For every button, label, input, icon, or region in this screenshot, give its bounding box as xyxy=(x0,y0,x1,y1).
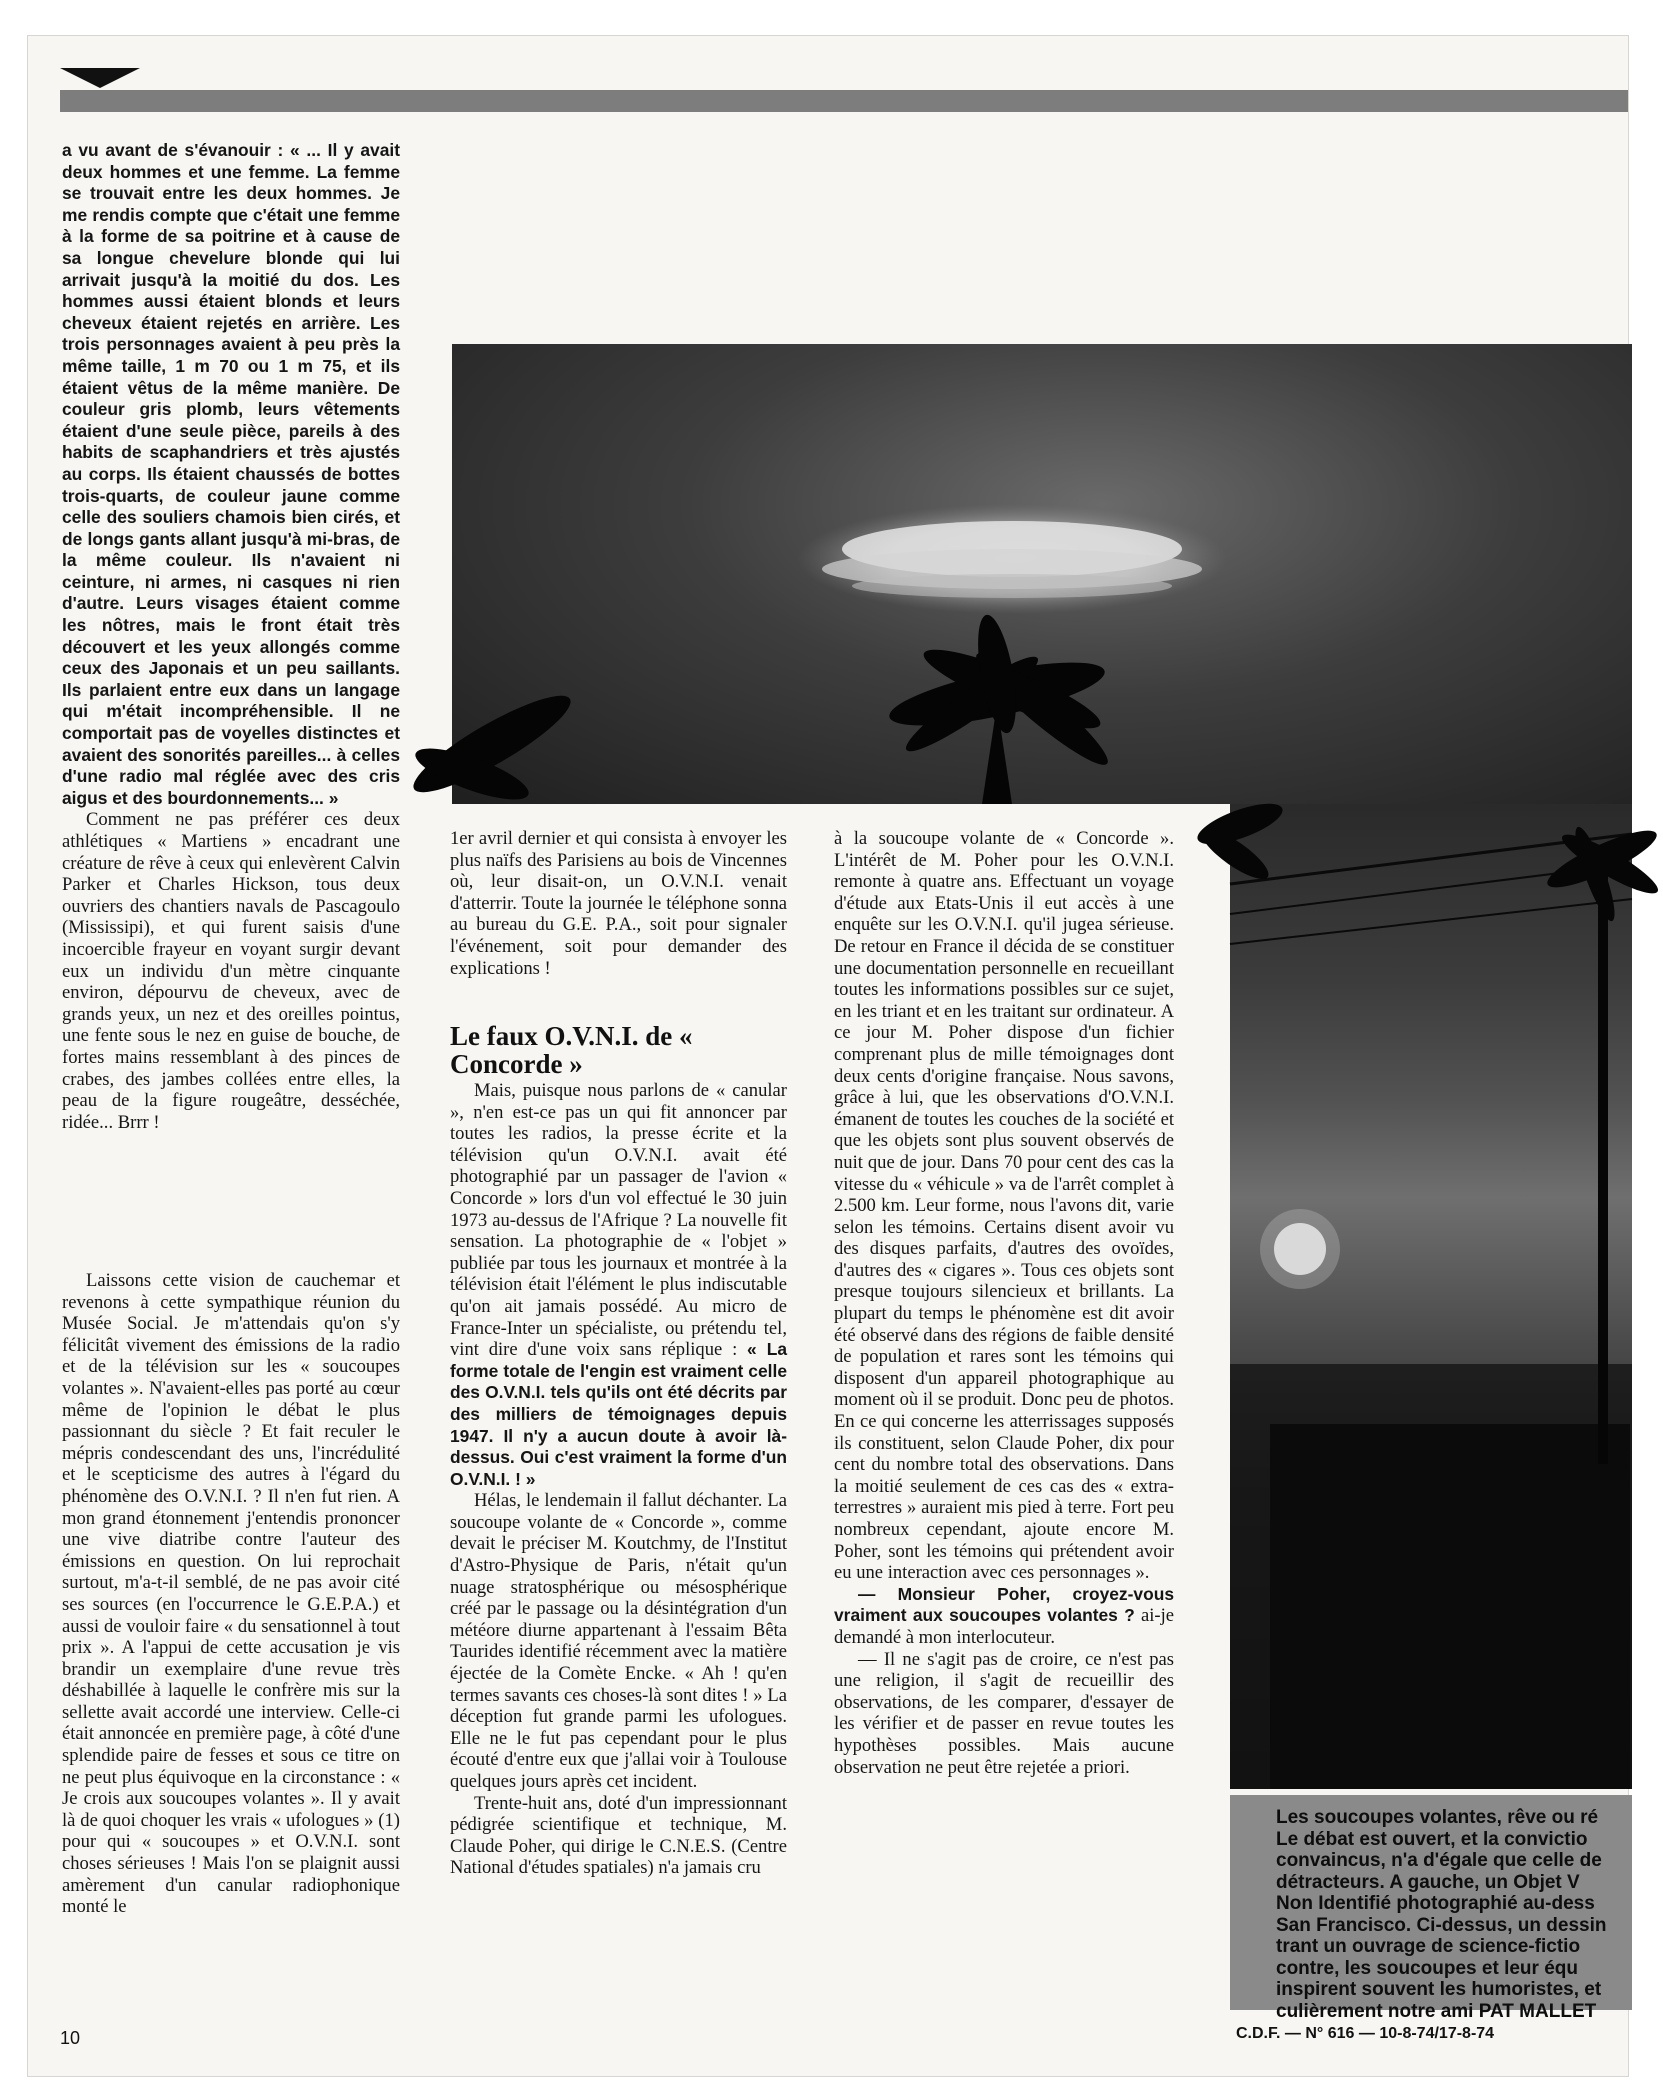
paragraph-musee-social: Laissons cette vision de cauchemar et revenons à cette sympathique réunion du Musée Social. Je m'attendais qu'on s'y félicitât vivement des émissions de la radio et de la télévision sur les « soucoupes volantes ». N'avaient-elles pas porté au cœur même de l'opinion le débat le plus passionnant du siècle ? Et fait reculer le mépris condescendant des uns, l'incrédulité et le scepticisme des autres à l'égard du phénomène des O.V.N.I. ? Il n'en fut rien. A mon grand étonnement j'entendis prononcer une vive diatribe contre l'auteur des émissions en question. On lui reprochait surtout, m'a-t-il semblé, de ne pas avoir cité ses sources (en l'occurrence le G.E.P.A.) et aussi de vouloir faire « du sensationnel à tout prix ». A l'appui de cette accusation je vis brandir un exemplaire d'une revue très déshabillée à laquelle le confrère mis sur la sellette avait accordé une interview. Celle-ci était annoncée en première page, à côté d'une splendide paire de fesses et sous ce titre on ne peut plus équivoque en la circonstance : « Je crois aux soucoupes volantes ». Il y avait là de quoi choquer les vrais « ufologues » (1) pour qui « soucoupes » et O.V.N.I. sont choses sérieuses ! Mais l'on se plaignit aussi amèrement d'un canular radiophonique monté le xyxy=(62,1270,400,1918)
arrow-down-icon xyxy=(60,68,140,88)
paragraph-premier-avril: 1er avril dernier et qui consista à envoyer les plus naïfs des Parisiens au bois de Vincennes où, leur disait-on, un O.V.N.I. venait d'atterrir. Toute la journée le téléphone sonna au bureau du G.E. P.A., soit pour signaler l'événement, soit pour demander des explications ! xyxy=(450,828,787,979)
page-number: 10 xyxy=(60,2028,81,2048)
column-3 xyxy=(834,828,1174,1778)
concorde-text: Mais, puisque nous parlons de « canular », n'en est-ce pas un qui fit annoncer par toutes les radios, la presse écrite et la télévision qu'un O.V.N.I. avait été photographié par un passager de l'avion « Concorde » lors d'un vol effectué le 30 juin 1973 au-dessus de l'Afrique ? La nouvelle fit sensation. La photographie de « l'objet » publiée par tous les journaux et montrée à la télévision était l'élément le plus indiscutable qu'on ait jamais possédé. Au micro de France-Inter un spécialiste, ou prétendu tel, vint dire d'une voix sans réplique : xyxy=(450,1080,787,1361)
column-2-lower xyxy=(450,1080,787,1879)
header-rule xyxy=(60,90,1628,112)
interview-question: — Monsieur Poher, croyez-vous vraiment aux soucoupes volantes ? xyxy=(834,1583,1174,1626)
witness-quote: a vu avant de s'évanouir : « ... Il y avait deux hommes et une femme. La femme se trouvait entre les deux hommes. Je me rendis compte que c'était une femme à la forme de sa poitrine et à cause de sa longue chevelure blonde qui lui arrivait jusqu'à la moitié du dos. Les hommes aussi étaient blonds et leurs cheveux étaient rejetés en arrière. Les trois personnages avaient à peu près la même taille, 1 m 70 ou 1 m 75, et ils étaient vêtus de la même manière. De couleur gris plomb, leurs vêtements étaient d'une seule pièce, pareils à des habits de scaphandriers et très ajustés au corps. Ils étaient chaussés de bottes trois-quarts, de couleur jaune comme celle des souliers chamois bien cirés, et de longs gants allant jusqu'à mi-bras, de la même couleur. Ils n'avaient ni ceinture, ni armes, ni casques ni rien d'autre. Leurs visages étaient comme les nôtres, mais le front était très découvert et les yeux allongés comme ceux des Japonais et un peu saillants. Ils parlaient entre eux dans un langage qui m'était incompréhensible. Il ne comportait pas de voyelles distinctes et avaient des sonorités pareilles... à celles d'une radio mal réglée avec des cris aigus et des bourdonnements... » xyxy=(62,140,400,808)
paragraph-martiens: Comment ne pas préférer ces deux athlétiques « Martiens » encadrant une créature de rêve à ceux qui enlevèrent Calvin Parker et Charles Hickson, tous deux ouvriers des chantiers navals de Pascagoulo (Mississipi), et qui furent saisis d'une incoercible frayeur en voyant surgir devant eux un individu d'un mètre cinquante environ, dépourvu de cheveux, avec de grands yeux, un nez et des oreilles pointus, une fente sous le nez en guise de bouche, de fortes mains ressemblant à des pinces de crabes, des jambes collées entre elles, la peau de la figure rougeâtre, desséchée, ridée... Brrr ! xyxy=(62,809,400,1133)
paragraph-poher-research: à la soucoupe volante de « Concorde ». L'intérêt de M. Poher pour les O.V.N.I. remonte à quatre ans. Effectuant un voyage d'étude aux Etats-Unis il eut accès à une enquête sur les O.V.N.I. qu'il jugea sérieuse. De retour en France il décida de se constituer une documentation personnelle en recueillant toutes les informations possibles sur ce sujet, en les triant et en les traitant sur ordinateur. A ce jour M. Poher dispose d'un fichier comprenant plus de mille témoignages dont deux cents d'origine française. Nous savons, grâce à lui, que les observations d'O.V.N.I. émanent de toutes les couches de la société et que les objets sont plus souvent observés de nuit que de jour. Dans 70 pour cent des cas la vitesse du « véhicule » va de l'arrêt complet à 2.500 km. Leur forme, nous l'avons dit, varie selon les témoins. Certains disent avoir vu des disques parfaits, d'autres des ovoïdes, d'autres des « cigares ». Tous ces objets sont presque toujours silencieux et brillants. La plupart du temps le phénomène est dit avoir été observé dans des régions de faible densité de population et rares sont les témoins qui disposent d'un appareil photographique au moment où il se produit. Donc peu de photos. En ce qui concerne les atterrissages supposés ils constituent, selon Claude Poher, dix pour cent du nombre total des observations. Dans la moitié seulement de ces cas des « extra-terrestres » auraient mis pied à terre. Fort peu nombreux cependant, ajoute encore M. Poher, sont les témoins qui prétendent avoir eu une interaction avec ces personnages ». xyxy=(834,828,1174,1584)
column-1-upper xyxy=(62,140,400,1133)
photo-caption: Les soucoupes volantes, rêve ou ré Le débat est ouvert, et la convictio convaincus, n'a d'égale que celle de détracteurs. A gauche, un Objet V Non Identifié photographié au-dess San Francisco. Ci-dessus, un dessin trant un ouvrage de science-fictio contre, les soucoupes et leur équ inspirent souvent les humoristes, et culièrement notre ami PAT MALLET xyxy=(1230,1795,1632,2010)
paragraph-answer: — Il ne s'agit pas de croire, ce n'est pas une religion, il s'agit de recueillir des observations, de les comparer, d'essayer de les vérifier et de passer en revue toutes les hypothèses possibles. Mais aucune observation ne peut être rejetée a priori. xyxy=(834,1648,1174,1778)
sunset-photograph xyxy=(1230,804,1632,1789)
paragraph-helas: Hélas, le lendemain il fallut déchanter. La soucoupe volante de « Concorde », comme devait le préciser M. Koutchmy, de l'Institut d'Astro-Physique de Paris, n'était qu'un nuage stratosphérique ou mésosphérique créé par le passage ou la désintégration d'un météore diurne appartenant à l'essaim Bêta Taurides identifié récemment avec la matière éjectée de la Comète Encke. « Ah ! qu'en termes savants ces choses-là sont dites ! » La déception fut grande parmi les ufologues. Elle ne le fut pas cependant pour le plus écouté d'entre eux que j'allai voir à Toulouse quelques jours après cet incident. xyxy=(450,1490,787,1792)
column-1-lower xyxy=(62,1270,400,1918)
paragraph-poher-intro: Trente-huit ans, doté d'un impressionnant pédigrée scientifique et technique, M. Claude Poher, qui dirige le C.N.E.S. (Centre National d'études spatiales) n'a jamais cru xyxy=(450,1792,787,1879)
question-tail: ai-je demandé à mon interlocuteur. xyxy=(834,1605,1174,1648)
france-inter-quote: « La forme totale de l'engin est vraiment celle des O.V.N.I. tels qu'ils ont été décrits par des milliers de témoignages depuis 1947. Il n'y a aucun doute à avoir là-dessus. Oui c'est vraiment la forme d'un O.V.N.I. ! » xyxy=(450,1339,787,1489)
issue-footer: C.D.F. — N° 616 — 10-8-74/17-8-74 xyxy=(1236,2025,1495,2042)
ufo-photograph xyxy=(452,344,1632,804)
ufo-photo-art xyxy=(452,344,1632,804)
section-heading: Le faux O.V.N.I. de « Concorde » xyxy=(450,1021,693,1079)
paragraph-question xyxy=(834,1584,1174,1649)
column-2-upper xyxy=(450,828,787,979)
paragraph-canular xyxy=(450,1080,787,1490)
sunset-photo-art xyxy=(1230,804,1632,1789)
